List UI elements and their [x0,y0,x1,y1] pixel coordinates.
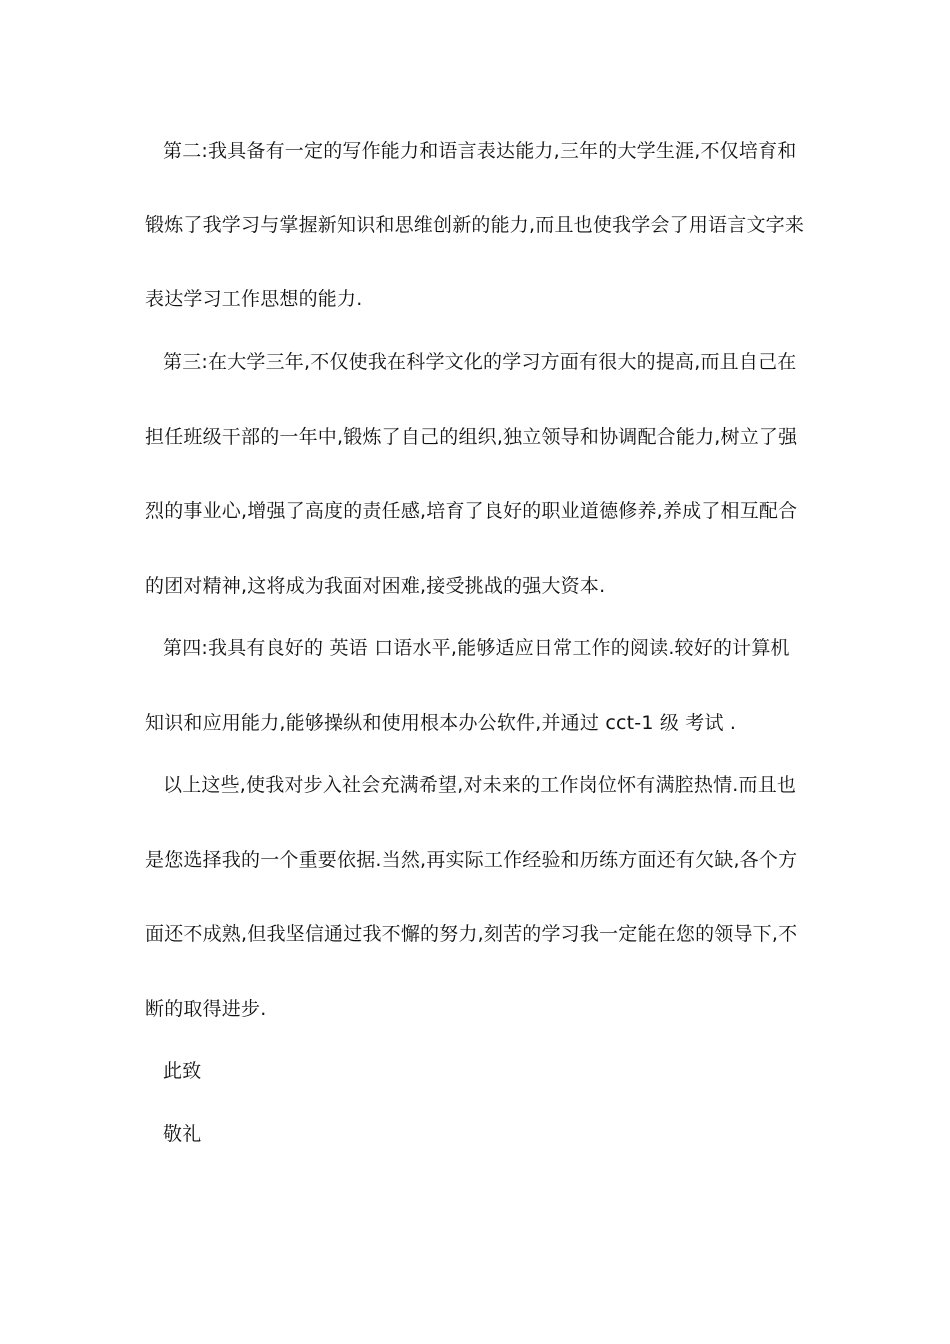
closing-regards: 敬礼 [163,1123,202,1145]
paragraph-3-line-4: 的团对精神,这将成为我面对困难,接受挑战的强大资本. [145,575,606,597]
paragraph-2-line-2: 锻炼了我学习与掌握新知识和思维创新的能力,而且也使我学会了用语言文字来 [145,214,805,236]
paragraph-3-line-2: 担任班级干部的一年中,锻炼了自己的组织,独立领导和协调配合能力,树立了强 [145,426,798,448]
paragraph-4-line-2: 知识和应用能力,能够操纵和使用根本办公软件,并通过 cct-1 级 考试 . [145,712,737,734]
paragraph-5-line-1: 以上这些,使我对步入社会充满希望,对未来的工作岗位怀有满腔热情.而且也 [163,774,797,796]
paragraph-5-line-4: 断的取得进步. [145,998,267,1020]
paragraph-2-line-3: 表达学习工作思想的能力. [145,288,363,310]
paragraph-3-line-1: 第三:在大学三年,不仅使我在科学文化的学习方面有很大的提高,而且自己在 [163,351,797,373]
closing-salutation: 此致 [163,1060,202,1082]
paragraph-4-line-1: 第四:我具有良好的 英语 口语水平,能够适应日常工作的阅读.较好的计算机 [163,637,790,659]
paragraph-5-line-2: 是您选择我的一个重要依据.当然,再实际工作经验和历练方面还有欠缺,各个方 [145,849,798,871]
paragraph-2-line-1: 第二:我具备有一定的写作能力和语言表达能力,三年的大学生涯,不仅培育和 [163,140,797,162]
paragraph-5-line-3: 面还不成熟,但我坚信通过我不懈的努力,刻苦的学习我一定能在您的领导下,不 [145,923,798,945]
paragraph-3-line-3: 烈的事业心,增强了高度的责任感,培育了良好的职业道德修养,养成了相互配合 [145,500,798,522]
